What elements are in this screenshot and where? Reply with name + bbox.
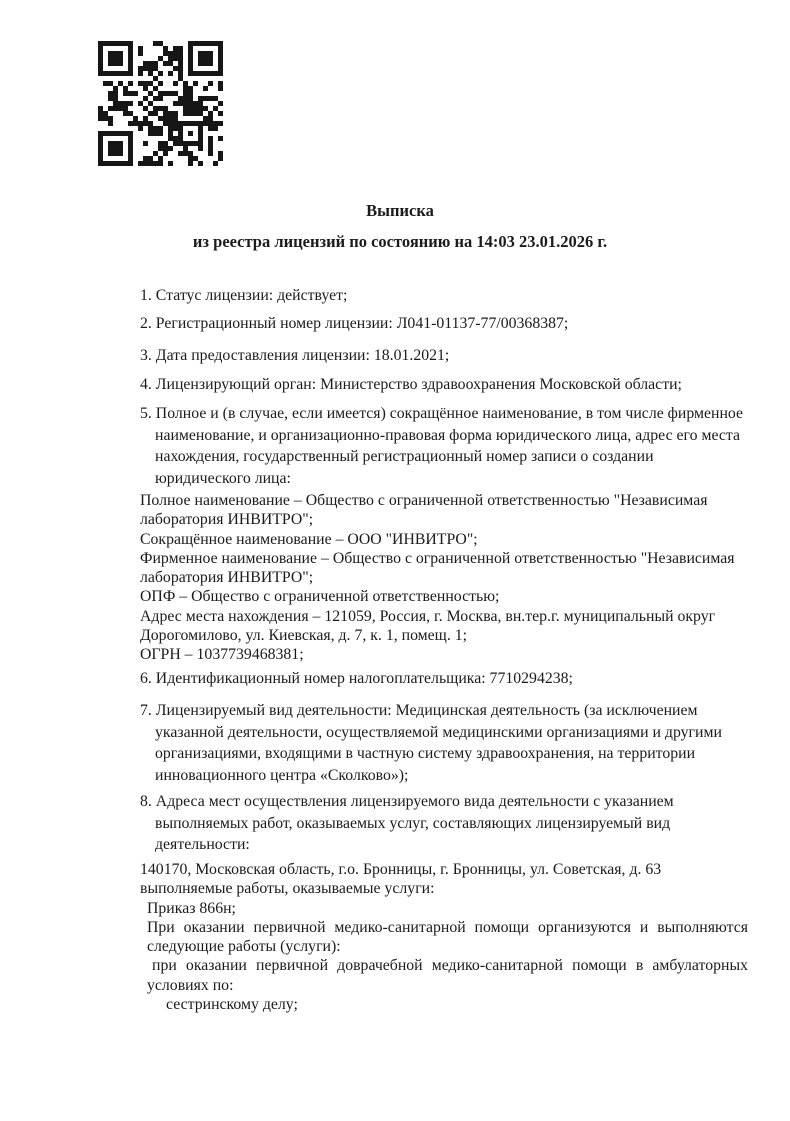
paragraph-item-7 [140,700,748,786]
title-block [30,200,770,252]
text-line: лаборатория ИНВИТРО"; [140,511,314,529]
text-line: 6. Идентификационный номер налогоплательщика: 7710294238; [140,670,573,687]
text-line: Фирменное наименование – Общество с ограниченной ответственностью "Независимая [140,549,735,567]
text-line: при оказании первичной доврачебной медико-санитарной помощи в амбулаторных [152,957,748,975]
paragraph-address-works [140,860,748,1014]
text-line: Полное наименование – Общество с ограниченной ответственностью "Независимая [140,492,708,509]
text-line: выполняемых работ, оказываемых услуг, составляющих лицензируемый вид [155,814,671,832]
text-line: нахождения, государственный регистрационный номер записи о создании [155,448,654,465]
text-line: При оказании первичной медико-санитарной помощи организуются и выполняются [147,918,748,936]
text-line: лаборатория ИНВИТРО"; [140,569,314,587]
text-line: юридического лица: [155,469,291,487]
document-subtitle: из реестра лицензий по состоянию на 14:03 23.01.2026 г. [192,232,608,251]
text-line: Приказ 866н; [147,899,236,917]
qr-code [98,41,223,166]
paragraph-item-8 [140,791,748,856]
text-line: условиях по: [147,976,234,994]
text-line: 8. Адреса мест осуществления лицензируемого вида деятельности с указанием [140,793,674,810]
paragraph-item-3 [140,345,748,367]
qr-code-image [98,41,223,166]
text-line: Дорогомилово, ул. Киевская, д. 7, к. 1, помещ. 1; [140,627,468,645]
paragraph-item-1 [140,285,748,307]
text-line: 4. Лицензирующий орган: Министерство здравоохранения Московской области; [140,376,682,393]
paragraph-item-2 [140,313,748,335]
text-line: 3. Дата предоставления лицензии: 18.01.2021; [140,347,450,364]
text-line: Адрес места нахождения – 121059, Россия, г. Москва, вн.тер.г. муниципальный округ [140,607,716,625]
text-line: указанной деятельности, осуществляемой медицинскими организациями и другими [155,723,722,741]
paragraph-item-6 [140,668,748,690]
text-line: 5. Полное и (в случае, если имеется) сокращённое наименование, в том числе фирменное [140,405,744,422]
text-line: деятельности: [155,836,250,853]
text-line: сестринскому делу; [166,996,298,1014]
paragraph-item-4 [140,374,748,396]
text-line: 1. Статус лицензии: действует; [140,287,348,304]
text-line: ОГРН – 1037739468381; [140,646,304,664]
text-line: 7. Лицензируемый вид деятельности: Медицинская деятельность (за исключением [140,702,698,719]
text-line: организациями, входящими в частную систему здравоохранения, на территории [155,745,696,762]
text-line: Сокращённое наименование – ООО "ИНВИТРО"; [140,530,478,548]
text-line: выполняемые работы, оказываемые услуги: [140,880,435,898]
text-line: 140170, Московская область, г.о. Бронницы, г. Бронницы, ул. Советская, д. 63 [140,861,662,878]
text-line: 2. Регистрационный номер лицензии: Л041-01137-77/00368387; [140,315,569,332]
text-line: ОПФ – Общество с ограниченной ответственностью; [140,588,500,606]
text-line: наименование, и организационно-правовая форма юридического лица, адрес его места [155,426,741,444]
paragraph-org-details [140,491,748,665]
paragraph-item-5 [140,403,748,489]
text-line: следующие работы (услуги): [147,938,341,956]
text-line: инновационного центра «Сколково»); [155,766,409,784]
document-title: Выписка [366,201,434,220]
